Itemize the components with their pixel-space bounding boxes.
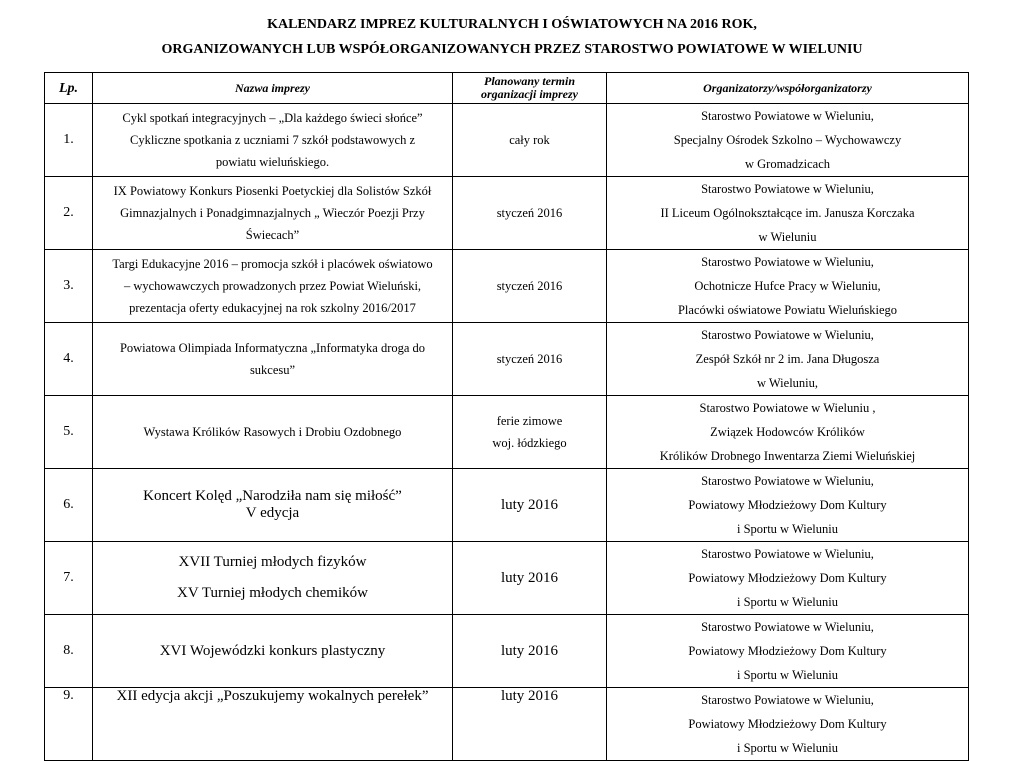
event-name-line: Cykl spotkań integracyjnych – „Dla każdego świeci słońce” <box>122 111 423 125</box>
event-date <box>453 104 607 177</box>
table-row <box>45 323 969 396</box>
event-organizers-line: Starostwo Powiatowe w Wieluniu, <box>701 620 874 634</box>
event-organizers-line: Powiatowy Młodzieżowy Dom Kultury <box>688 571 887 585</box>
table-row <box>45 615 969 688</box>
events-table <box>44 72 969 761</box>
event-name-line: Koncert Kolęd „Narodziła nam się miłość” <box>143 488 402 504</box>
event-organizers-line: i Sportu w Wieluniu <box>736 595 838 609</box>
event-organizers-line: w Gromadzicach <box>744 157 831 171</box>
header-lp: Lp. <box>45 73 93 104</box>
event-date <box>453 542 607 615</box>
event-date <box>453 688 607 761</box>
event-name-line: XVII Turniej młodych fizyków <box>178 554 367 570</box>
event-name-line: Powiatowa Olimpiada Informatyczna „Informatyka droga do <box>119 341 426 355</box>
event-name-line: prezentacja oferty edukacyjnej na rok szkolny 2016/2017 <box>129 301 416 315</box>
event-name-line: V edycja <box>245 505 300 521</box>
header-planned-date <box>453 73 607 104</box>
event-date-line: luty 2016 <box>500 642 559 659</box>
event-date-line: styczeń 2016 <box>496 279 563 293</box>
event-date-line: cały rok <box>509 133 550 147</box>
document-title-line-1: KALENDARZ IMPREZ KULTURALNYCH I OŚWIATOWYCH NA 2016 ROK, <box>267 17 757 32</box>
event-organizers-line: Królików Drobnego Inwentarza Ziemi Wieluńskiej <box>659 449 916 463</box>
event-name-line: XV Turniej młodych chemików <box>177 585 368 601</box>
event-organizers-line: w Wieluniu <box>758 230 817 244</box>
event-organizers-line: Ochotnicze Hufce Pracy w Wieluniu, <box>694 279 881 293</box>
event-name <box>93 323 453 396</box>
event-organizers-line: Starostwo Powiatowe w Wieluniu, <box>701 547 874 561</box>
event-organizers-line: Powiatowy Młodzieżowy Dom Kultury <box>688 498 887 512</box>
event-name-line: Wystawa Królików Rasowych i Drobiu Ozdobnego <box>143 425 402 439</box>
event-name <box>93 542 453 615</box>
table-row <box>45 177 969 250</box>
event-organizers-line: Specjalny Ośrodek Szkolno – Wychowawczy <box>673 133 902 147</box>
event-organizers <box>607 177 969 250</box>
table-row <box>45 104 969 177</box>
event-date-line: luty 2016 <box>500 688 559 704</box>
event-name-line: Gimnazjalnych i Ponadgimnazjalnych „ Wieczór Poezji Przy <box>120 206 425 220</box>
event-organizers-line: Starostwo Powiatowe w Wieluniu, <box>701 693 874 707</box>
event-date-line: styczeń 2016 <box>496 206 563 220</box>
event-organizers-line: Placówki oświatowe Powiatu Wieluńskiego <box>677 303 898 317</box>
event-name <box>93 104 453 177</box>
event-date-line: ferie zimowe <box>496 414 563 428</box>
event-name <box>93 396 453 469</box>
event-name <box>93 688 453 761</box>
event-organizers <box>607 104 969 177</box>
table-row <box>45 688 969 761</box>
event-organizers-line: Starostwo Powiatowe w Wieluniu, <box>701 255 874 269</box>
event-organizers <box>607 688 969 761</box>
event-date <box>453 177 607 250</box>
event-date <box>453 323 607 396</box>
table-header-row <box>45 73 969 104</box>
document-title-line-2: ORGANIZOWANYCH LUB WSPÓŁORGANIZOWANYCH PRZEZ STAROSTWO POWIATOWE W WIELUNIU <box>161 42 863 57</box>
row-number: 1. <box>45 104 93 177</box>
event-name-line: XVI Wojewódzki konkurs plastyczny <box>159 642 386 659</box>
row-number: 4. <box>45 323 93 396</box>
row-number: 5. <box>45 396 93 469</box>
event-organizers-line: Powiatowy Młodzieżowy Dom Kultury <box>688 717 887 731</box>
event-organizers-line: i Sportu w Wieluniu <box>736 741 838 755</box>
event-date <box>453 396 607 469</box>
table-row <box>45 250 969 323</box>
event-date <box>453 615 607 688</box>
event-organizers-line: Związek Hodowców Królików <box>710 425 865 439</box>
event-name-line: XII edycja akcji „Poszukujemy wokalnych perełek” <box>116 688 429 704</box>
event-name-line: sukcesu” <box>249 363 296 377</box>
row-number: 2. <box>45 177 93 250</box>
event-organizers <box>607 542 969 615</box>
event-date-line: luty 2016 <box>500 569 559 586</box>
event-organizers-line: w Wieluniu, <box>756 376 819 390</box>
header-planned-date-line-2: organizacji imprezy <box>480 87 578 101</box>
event-organizers-line: i Sportu w Wieluniu <box>736 668 838 682</box>
event-organizers <box>607 250 969 323</box>
event-organizers-line: Starostwo Powiatowe w Wieluniu, <box>701 109 874 123</box>
event-organizers-line: II Liceum Ogólnokształcące im. Janusza Korczaka <box>660 206 915 220</box>
header-planned-date-line-1: Planowany termin <box>483 74 575 88</box>
row-number: 3. <box>45 250 93 323</box>
event-organizers <box>607 396 969 469</box>
event-name-line: Targi Edukacyjne 2016 – promocja szkół i placówek oświatowo <box>112 257 433 271</box>
table-row <box>45 469 969 542</box>
event-name-line: IX Powiatowy Konkurs Piosenki Poetyckiej dla Solistów Szkół <box>113 184 432 198</box>
event-name <box>93 469 453 542</box>
event-date <box>453 250 607 323</box>
event-organizers-line: Powiatowy Młodzieżowy Dom Kultury <box>688 644 887 658</box>
table-row <box>45 396 969 469</box>
header-organizers: Organizatorzy/współorganizatorzy <box>607 73 969 104</box>
event-organizers-line: Zespół Szkół nr 2 im. Jana Długosza <box>695 352 880 366</box>
row-number: 9. <box>45 688 93 761</box>
event-organizers <box>607 469 969 542</box>
event-name-line: Świecach” <box>245 228 300 242</box>
event-organizers-line: Starostwo Powiatowe w Wieluniu, <box>701 328 874 342</box>
row-number: 7. <box>45 542 93 615</box>
event-name <box>93 250 453 323</box>
event-name-line: – wychowawczych prowadzonych przez Powiat Wieluński, <box>123 279 422 293</box>
event-organizers-line: Starostwo Powiatowe w Wieluniu , <box>699 401 876 415</box>
event-name <box>93 177 453 250</box>
row-number: 8. <box>45 615 93 688</box>
event-name-line: powiatu wieluńskiego. <box>215 155 330 169</box>
event-name <box>93 615 453 688</box>
event-date-line: styczeń 2016 <box>496 352 563 366</box>
event-organizers-line: Starostwo Powiatowe w Wieluniu, <box>701 182 874 196</box>
row-number: 6. <box>45 469 93 542</box>
event-organizers <box>607 323 969 396</box>
event-date <box>453 469 607 542</box>
header-event-name: Nazwa imprezy <box>93 73 453 104</box>
event-date-line: woj. łódzkiego <box>492 436 567 450</box>
event-organizers-line: i Sportu w Wieluniu <box>736 522 838 536</box>
event-organizers <box>607 615 969 688</box>
event-date-line: luty 2016 <box>500 496 559 513</box>
table-row <box>45 542 969 615</box>
event-name-line: Cykliczne spotkania z uczniami 7 szkół podstawowych z <box>130 133 415 147</box>
event-organizers-line: Starostwo Powiatowe w Wieluniu, <box>701 474 874 488</box>
